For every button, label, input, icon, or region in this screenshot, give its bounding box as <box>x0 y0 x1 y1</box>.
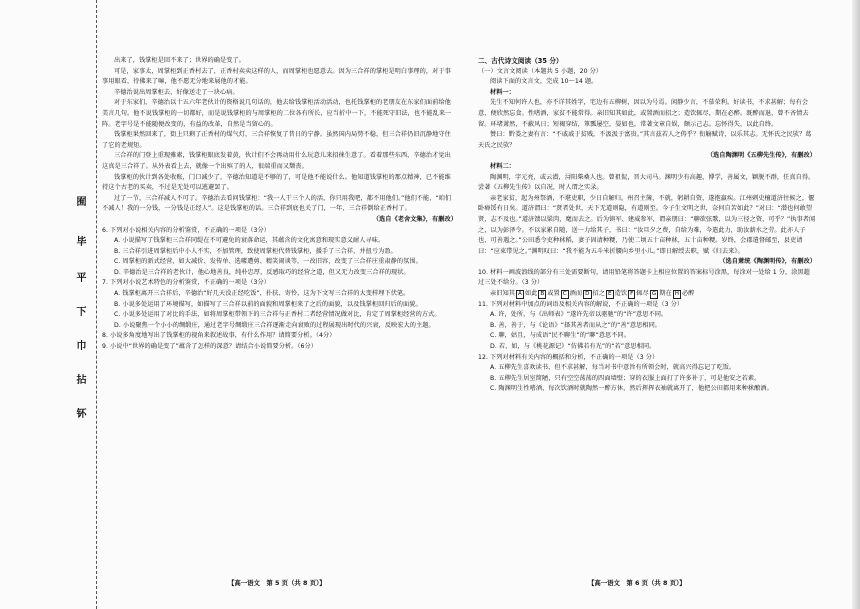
page-5-column <box>102 56 457 353</box>
material-2-paragraph: 亲老家贫，起为州祭酒，不堪吏职，少日自解归。州召主簿，不就，躬耕自资，遂抱羸疾。江州刺史檀道济往候之，偃卧瘠馁有日矣。道济谓曰：“贤者处世，天下无道则隐，有道则至。今子生文明之世，奈何自苦如此？”对曰：“潜也何敢望贤，志不及也。”道济馈以粱肉，麾而去之。后为镇军、建威参军，谓亲朋曰：“聊欲弦歌，以为三径之资，可乎？”执事者闻之，以为彭泽令。不以家累自随，送一力给其子，书曰：“汝旦夕之费，自给为难，今遣此力，助汝薪水之劳。此亦人子也，可善遇之。”公田悉令吏种秫稻，妻子固请种粳，乃使二顷五十亩种秫，五十亩种粳。岁终，会郡遣督邮至，县吏请曰：“应束带见之。”渊明叹曰：“我不能为五斗米折腰向乡里小儿。”即日解绶去职，赋《归去来》。 <box>478 194 816 255</box>
page-6-footer: 【高一语文 第 6 页（共 8 页）】 <box>588 579 686 587</box>
break-mark-box: G <box>651 291 657 298</box>
question-9: 9. 小说中“世界的确是变了”蕴含了怎样的深意？请结合小说简要分析。（6分） <box>102 343 318 351</box>
binding-margin-word: 毕 <box>74 236 85 246</box>
story-paragraph: 对于东家们，辛德治以十五六年老伙计的资格说几句话的，他去给钱掌柜活动活动，也托钱掌柜的老朋友在东家们面前给他美言几句。他不说钱掌柜的一切都好，而是说钱掌柜的与周掌柜的二位各有所长，应当折中一下，不能死守旧法，也不能乱来一阵。老字号是不能随便改变的，有益的改革，自然是当留心的。 <box>102 99 452 128</box>
break-segment: 酒而 <box>569 290 583 298</box>
break-segment: 辄尽 <box>636 290 649 298</box>
page-5-footer: 【高一语文 第 5 页（共 8 页）】 <box>228 579 326 587</box>
binding-margin-word: 拈 <box>74 374 85 384</box>
question-stem: 6. 下列对小说相关内容的分析鉴赏，不正确的一项是（3分） <box>102 226 270 234</box>
break-mark-box: H <box>674 291 679 298</box>
question-option: A. 钱掌柜离开三合祥后，辛德治“好几天没正经吃饭”，扑扶、寄怜，这为下文写三合祥的大变样埋下伏笔。 <box>114 290 410 298</box>
break-mark-box: B <box>540 291 545 298</box>
story-paragraph: 可是，家事太，周掌柜到正香村去了，正香村卖卖这样的人，而周掌柜也愿意去。因为三合祥的掌柜是明白事理的，对于事事用眼看，待佛来了嘛，他不愿无分地来展他的才能。 <box>102 67 451 86</box>
story-paragraph: 三合祥的门登上重现雅素，钱掌柜眼底发着黄，伙计们不会再动用什么玩意儿来招徕生意了。看着那些东西，辛德治才觉出这真是三合祥了。从外表看上去，就像一个出殡了的人，很端重而又颓丧。 <box>102 152 451 170</box>
scan-edge <box>852 0 860 609</box>
binding-margin-word: 钚 <box>74 408 85 418</box>
story-paragraph: 钱掌柜的伙计到各处收账，门口减少了，辛德治知道是不够的了，可是他不能说什么。他知道钱掌柜的那点精神，已不能维持这个古老的买卖，不过是无处可以逃避罢了。 <box>102 173 451 192</box>
break-segment: 期在 <box>659 290 672 298</box>
question-option: C. 小说多处运用了对比的手法，如将周掌柜带领下的三合祥与正香村二者经营情况做对比，肯定了周掌柜经营的方式。 <box>114 311 441 319</box>
question-option: A. 许，处所，与《出师表》“遂许先帝以驱驰”的“许”意思不同。 <box>490 311 668 319</box>
question-option: A. 五柳先生喜欢读书，但不求甚解，每当对书中意旨有所领会时，就高兴得忘记了吃饭。 <box>490 364 736 372</box>
break-mark-box: A <box>517 291 522 298</box>
question-stem: 7. 下列对小说艺术特色的分析鉴赏，不正确的一项是（3分） <box>102 279 270 287</box>
break-segment: 招之 <box>592 290 605 298</box>
break-mark-box: F <box>630 291 634 298</box>
binding-margin-word: 下 <box>74 306 85 316</box>
question-option: D. 若，如，与《桃花源记》“仿佛若有光”的“若”意思相同。 <box>490 343 656 351</box>
question-11: 11. 下列对材料中加点的词语及相关内容的解说，不正确的一项是（3 分） <box>478 300 684 308</box>
story-paragraph: 过了一节，三合祥减人不可了。辛德治去看问钱掌柜：“我一人干三个人的活，你只用我吧，都不用他们。”他们不能，“咱们不减人！我的一分钱，一分钱是正经人”。这是钱掌柜的话。三合祥到底也关了门，一年，三合祥倒给正香村了。 <box>102 194 452 213</box>
break-mark-box: D <box>585 291 590 298</box>
question-11-options <box>478 310 816 352</box>
story-paragraph: 出来了，钱掌柜是回不来了；世界的确是变了。 <box>114 57 245 64</box>
question-option: C. 聊，姑且，与成语“民不聊生”的“聊”意思不同。 <box>490 332 630 340</box>
break-segment: 必醉 <box>681 290 695 298</box>
binding-margin <box>62 0 97 609</box>
subsection-title: （一）文言文阅读（本题共 5 小题，20 分） <box>478 67 603 75</box>
question-option: C. 周掌柜的新式经营，如大减价、发传单、选噱遭剪、精笑闹谈等，一改旧容，改变了三合祥庄重肃静的氛围。 <box>114 258 422 266</box>
question-option: D. 辛德治是三合祥的老伙计，他心地善良，纯朴忠厚，反感取巧的经营之道，但又无力改变三合祥的现状。 <box>114 268 410 276</box>
binding-margin-word: 巾 <box>74 340 85 350</box>
material-2-paragraph: 陶渊明，字元亮，或云潜，浔阳柴桑人也。曾祖侃，晋大司马。渊明少有高趣，博学，善属文，颖脱不群，任真自得。尝著《五柳先生传》以自况，时人谓之实录。 <box>478 173 815 192</box>
question-12-options <box>478 363 816 395</box>
question-option: B. 五柳先生居室简陋，只有空空荡荡的四面墙壁；穿的衣服上面打了许多补丁，可是他安之若素。 <box>490 374 761 382</box>
reading-intro: 阅读下面的文言文，完成 10～14 题。 <box>490 78 598 86</box>
material-2-title: 材料二： <box>490 162 515 170</box>
material-2-text <box>478 173 816 258</box>
question-option: B. 小说多处运用了环境描写，如描写了三合祥以前的面貌和周掌柜来了之后的面貌，以及钱掌柜回归后的面貌。 <box>114 300 422 308</box>
page-6-column <box>478 56 816 395</box>
break-segment: 或置 <box>547 290 560 298</box>
story-questions <box>102 226 457 332</box>
material-1-title: 材料一： <box>490 88 515 96</box>
material-1-paragraph: 赞曰：黔娄之妻有言：“不戚戚于贫贱，不汲汲于富贵。”其言兹若人之俦乎？衔觞赋诗，以乐其志。无怀氏之民欤？葛天氏之民欤？ <box>478 131 812 149</box>
question-10: 10. 材料一画波浪线的部分有三处需要断句，请用铅笔将答题卡上相应位置的答案标号涂黑，每涂对一处给 1 分，涂黑超过三处不给分。（3 分） <box>478 268 810 287</box>
material-2-source: （选自萧统《陶渊明传》，有删改） <box>719 258 816 266</box>
story-source: （选自《老舍文集》，有删改） <box>372 215 457 223</box>
break-segment: 如此 <box>524 290 538 298</box>
binding-margin-word: 平 <box>74 272 85 282</box>
question-10-marking-line <box>478 289 816 300</box>
section-title: 二、古代诗文阅读（35 分） <box>478 57 563 65</box>
story-paragraph: 辛德治说出周掌柜去，好像送走了一块心病。 <box>114 88 239 96</box>
question-option: B. 善，善于，与《论语》“择其善者而从之”的“善”意思相同。 <box>490 321 662 329</box>
material-1-paragraph: 先生不知何许人也，亦不详其姓字，宅边有五柳树，因以为号焉。闲静少言，不慕荣利。好读书，不求甚解；每有会意，便欣然忘食。性嗜酒，家贫不能常得。亲旧知其如此，或置酒而招之；造饮辄尽，期在必醉。既醉而退，曾不吝情去留。环堵萧然，不蔽风日；短褐穿结，箪瓢屡空，晏如也。常著文章自娱，颇示己志。忘怀得失，以此自终。 <box>478 99 809 128</box>
story-paragraph: 钱掌柜果然回来了，街上只剩了正香村的煤气灯，三合祥恢复了昔日的宁静。虽然国内局势不稳，但三合祥仍旧沉静地守住了它的老规矩。 <box>102 131 451 149</box>
story-text <box>102 56 457 215</box>
question-10-line-start: 亲旧知其 <box>490 290 515 298</box>
question-option: B. 三合祥引进周掌柜后中小人不实，不加管理，致使周掌柜代替钱掌柜，援手了三合祥，并扭亏为盈。 <box>114 247 397 255</box>
break-segment: 造饮 <box>614 290 628 298</box>
break-mark-box: C <box>562 291 567 298</box>
question-8: 8. 小说多角度地写出了钱掌柜的视角来叙述故事，有什么作用？请简要分析。（4分） <box>102 332 336 340</box>
material-1-source: （选自陶渊明《五柳先生传》，有删改） <box>706 152 816 160</box>
question-option: A. 小说描写了钱掌柜三合祥同缇在不可避免的衰落命运，其蕴含的文化寓意和现实意义耐人寻味。 <box>114 237 385 245</box>
binding-margin-word: 囿 <box>74 196 85 206</box>
question-option: D. 小说聚焦一个小小的绸缎庄，通过老字号绸缎庄三合祥逐渐走向衰败的过程展现出时代的兴衰，反映宏大的主题。 <box>114 321 435 329</box>
question-option: C. 陶渊明生性嗜酒，每次饮酒时就陶然一醉方休，然后挥挥衣袖就离开了，他把公田都用来种秫酿酒。 <box>490 385 773 393</box>
material-1-text <box>478 98 816 151</box>
question-12: 12. 下列对材料有关内容的概括和分析，不正确的一项是（3 分） <box>478 353 659 361</box>
break-mark-box: E <box>608 291 612 298</box>
